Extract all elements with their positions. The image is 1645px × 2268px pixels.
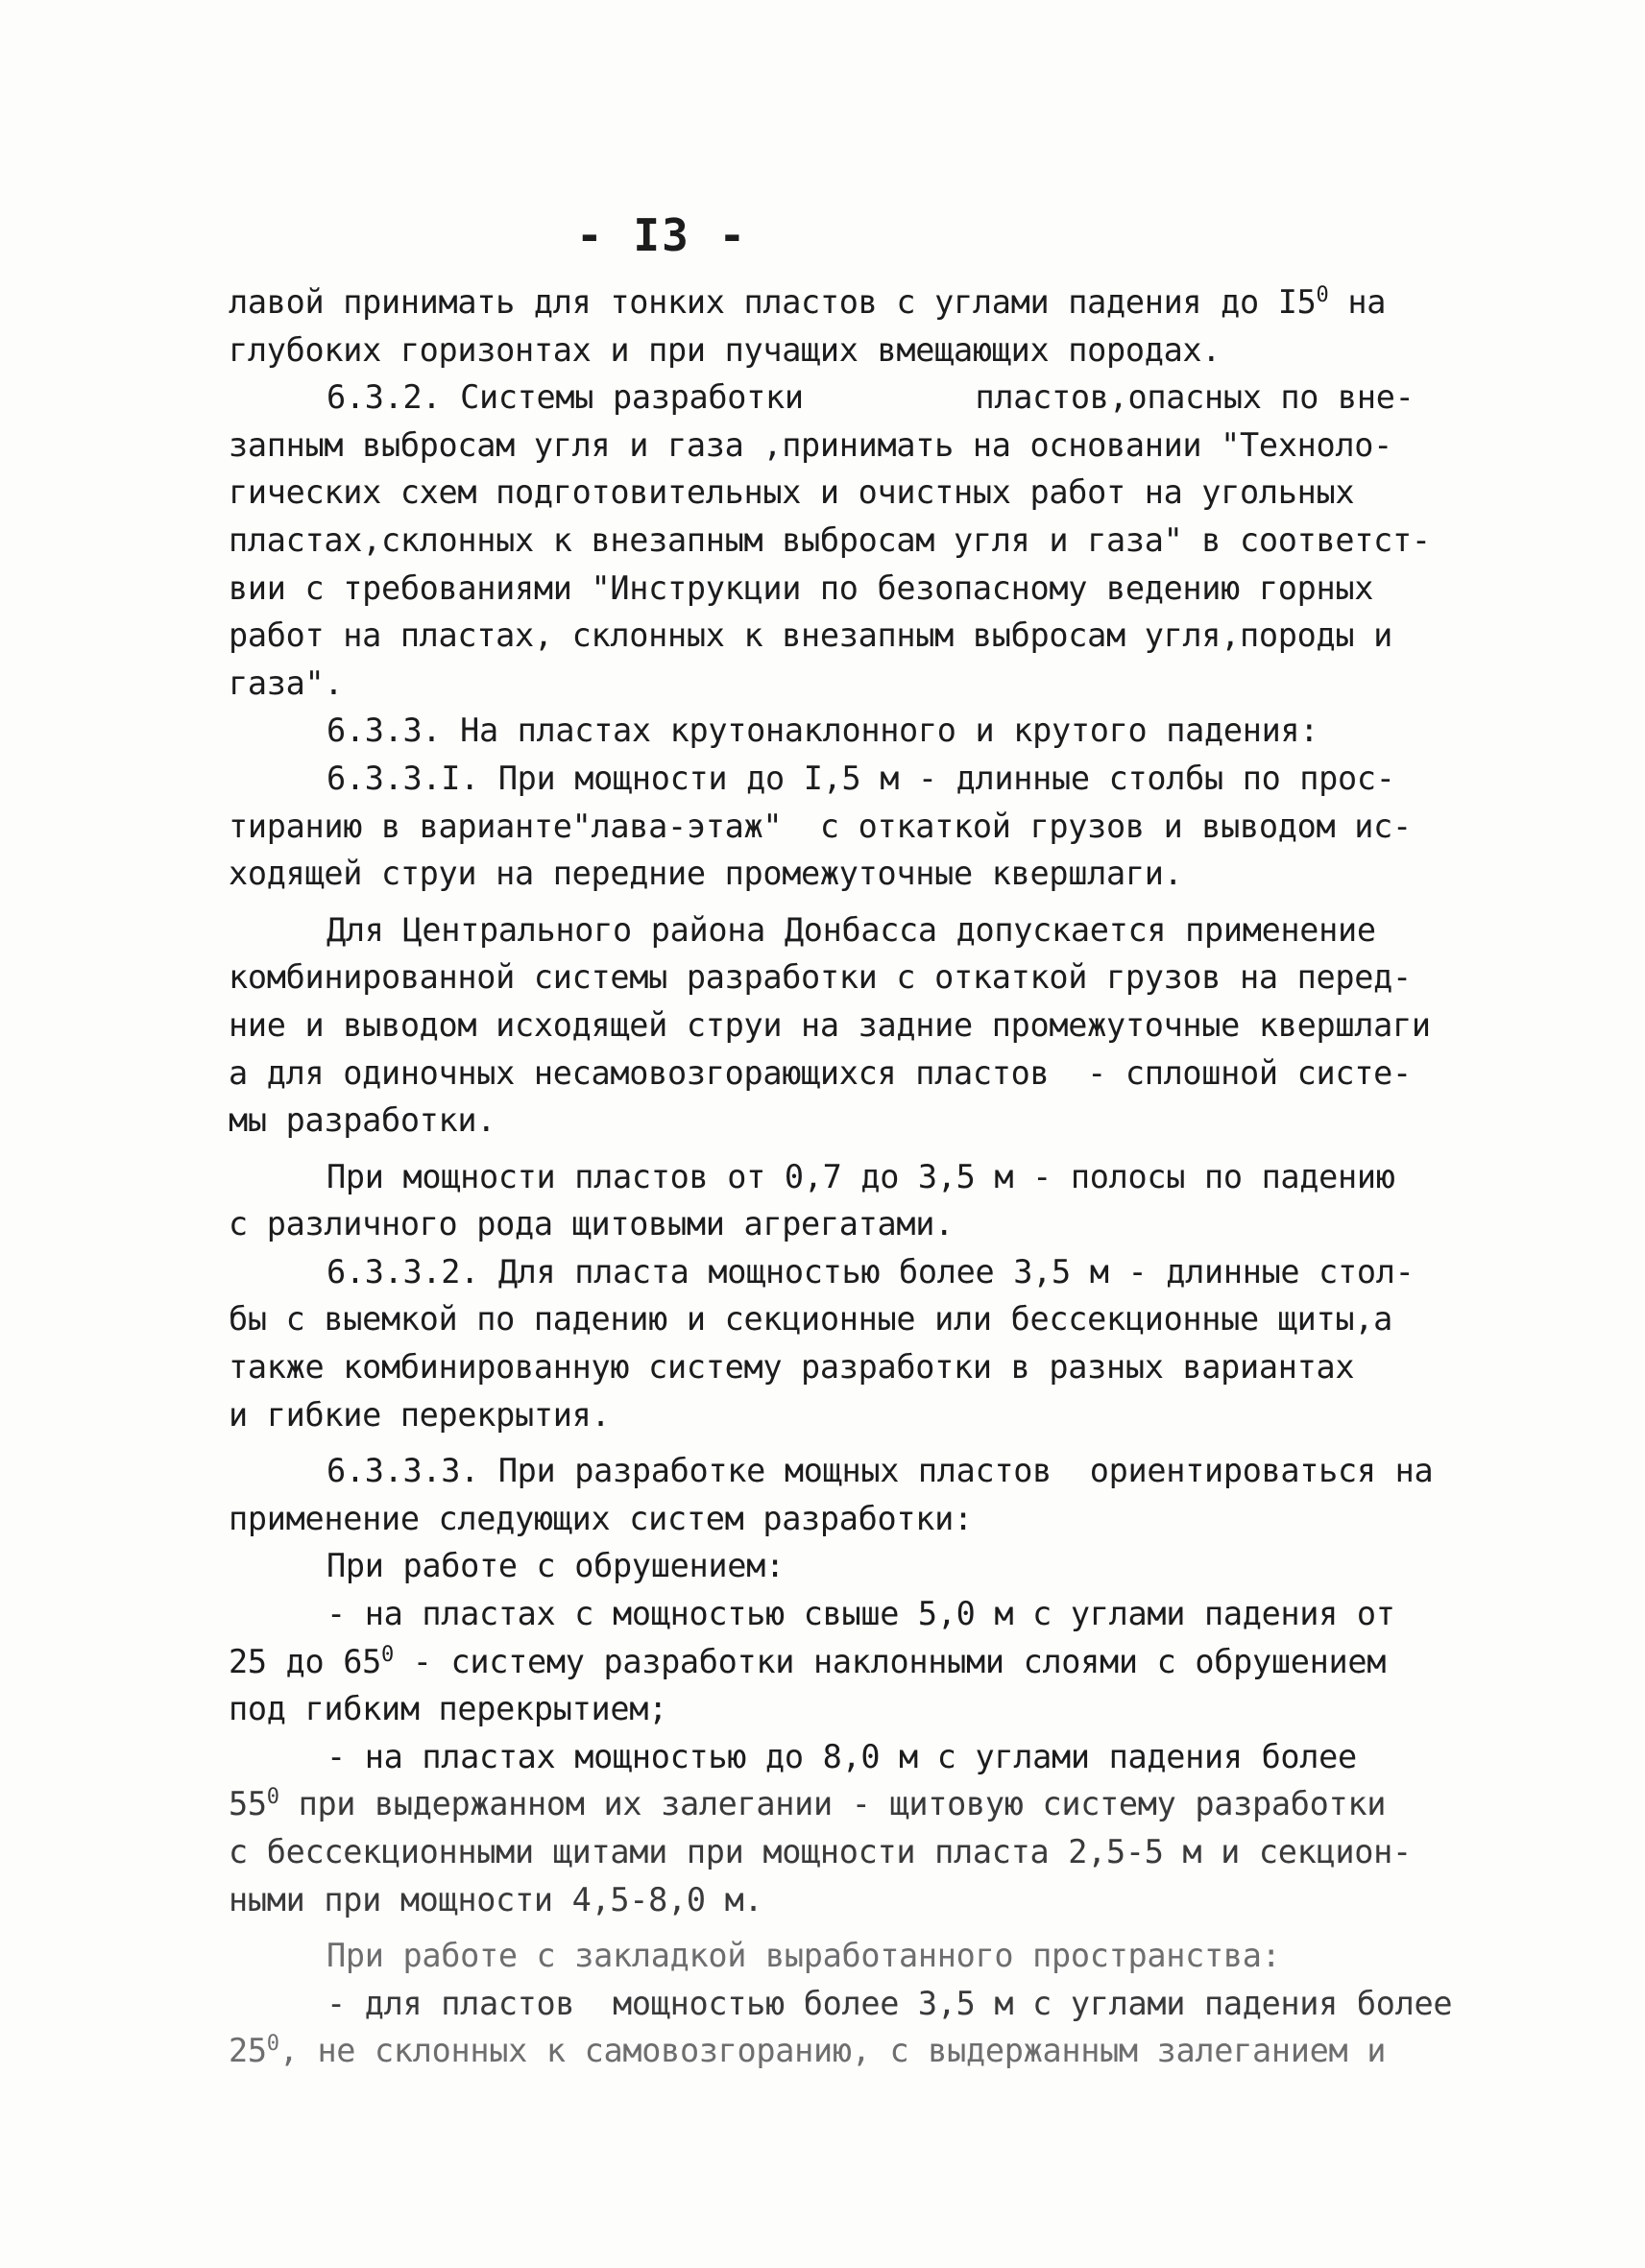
line-text: а для одиночных несамовозгорающихся пластов - сплошной систе- xyxy=(229,1053,1412,1092)
degree-superscript: 0 xyxy=(266,2032,279,2057)
text-line xyxy=(229,1391,1477,1439)
text-line xyxy=(229,1050,1477,1098)
line-text: 6.3.3.3. При разработке мощных пластов ориентироваться на xyxy=(327,1452,1434,1490)
line-text: При работе с закладкой выработанного пространства: xyxy=(327,1937,1281,1975)
line-text-continued: - систему разработки наклонными слоями с обрушением xyxy=(393,1642,1387,1680)
line-text: мы разработки. xyxy=(229,1101,496,1140)
text-line xyxy=(229,1200,1477,1248)
document-body xyxy=(229,278,1477,2075)
line-text: вии с требованиями "Инструкции по безопасному ведению горных xyxy=(229,568,1374,607)
degree-superscript: 0 xyxy=(1316,283,1329,307)
line-text: ными при мощности 4,5-8,0 м. xyxy=(229,1880,763,1918)
degree-superscript: 0 xyxy=(380,1642,394,1667)
line-text: - на пластах с мощностью свыше 5,0 м с углами падения от xyxy=(327,1595,1395,1633)
text-line xyxy=(229,2027,1477,2075)
line-text: ходящей струи на передние промежуточные квершлаги. xyxy=(229,855,1183,893)
line-text: 25 xyxy=(229,2032,267,2070)
line-text: с бессекционными щитами при мощности пласта 2,5-5 м и секцион- xyxy=(229,1833,1412,1870)
line-text: 25 до 65 xyxy=(229,1642,381,1680)
degree-superscript: 0 xyxy=(266,1785,279,1810)
text-line xyxy=(229,422,1477,470)
text-line xyxy=(229,1685,1477,1733)
text-line xyxy=(229,906,1477,954)
line-text-continued: , не склонных к самовозгоранию, с выдержанным залеганием и xyxy=(278,2032,1387,2070)
text-line xyxy=(229,707,1477,755)
text-line xyxy=(229,1733,1477,1781)
line-text: 6.3.2. Системы разработки пластов,опасных по вне- xyxy=(327,378,1415,417)
text-line xyxy=(229,1248,1477,1296)
line-text: также комбинированную систему разработки в разных вариантах xyxy=(229,1348,1355,1387)
line-text: При работе с обрушением: xyxy=(327,1547,785,1585)
text-line xyxy=(229,1343,1477,1391)
text-line xyxy=(229,1542,1477,1590)
text-line xyxy=(229,1295,1477,1343)
line-text: - на пластах мощностью до 8,0 м с углами падения более xyxy=(327,1737,1357,1775)
text-line xyxy=(229,1097,1477,1145)
line-text: ние и выводом исходящей струи на задние промежуточные квершлаги xyxy=(229,1005,1431,1044)
text-line xyxy=(229,612,1477,660)
line-text: запным выбросам угля и газа ,принимать на основании "Техноло- xyxy=(229,425,1392,464)
line-text: 6.3.3.2. Для пласта мощностью более 3,5 м - длинные стол- xyxy=(327,1252,1415,1291)
text-line xyxy=(229,660,1477,708)
line-text-continued: на xyxy=(1328,283,1387,321)
text-line xyxy=(229,565,1477,613)
line-text: глубоких горизонтах и при пучащих вмещающих породах. xyxy=(229,330,1222,369)
line-text: 6.3.3.I. При мощности до I,5 м - длинные столбы по прос- xyxy=(327,759,1395,797)
line-text-continued: при выдержанном их залегании - щитовую систему разработки xyxy=(278,1785,1387,1823)
line-text: - для пластов мощностью более 3,5 м с углами падения более xyxy=(327,1984,1453,2022)
text-line xyxy=(229,953,1477,1001)
text-line xyxy=(229,1638,1477,1686)
text-line xyxy=(229,517,1477,565)
text-line xyxy=(229,374,1477,422)
line-text: бы с выемкой по падению и секционные или бессекционные щиты,а xyxy=(229,1300,1392,1339)
text-line xyxy=(229,278,1477,326)
line-text: пластах,склонных к внезапным выбросам угля и газа" в соответст- xyxy=(229,520,1431,559)
line-text: При мощности пластов от 0,7 до 3,5 м - полосы по падению xyxy=(327,1157,1395,1195)
text-line xyxy=(229,326,1477,374)
line-text: и гибкие перекрытия. xyxy=(229,1395,611,1434)
text-line xyxy=(229,1780,1477,1828)
line-text: тиранию в варианте"лава-этаж" с откаткой грузов и выводом ис- xyxy=(229,807,1412,845)
line-text: газа". xyxy=(229,664,344,702)
text-line xyxy=(229,1001,1477,1050)
line-text: под гибким перекрытием; xyxy=(229,1690,667,1728)
text-line xyxy=(229,1932,1477,1980)
text-line xyxy=(229,1828,1477,1876)
line-text: 55 xyxy=(229,1785,267,1823)
page-number: - I3 - xyxy=(576,209,748,261)
text-line xyxy=(229,1590,1477,1638)
line-text: лавой принимать для тонких пластов с углами падения до I5 xyxy=(229,283,1317,321)
text-line xyxy=(229,1980,1477,2028)
text-line xyxy=(229,1876,1477,1924)
text-line xyxy=(229,850,1477,898)
text-line xyxy=(229,755,1477,803)
text-line xyxy=(229,803,1477,851)
text-line xyxy=(229,1495,1477,1543)
text-line xyxy=(229,1153,1477,1201)
line-text: с различного рода щитовыми агрегатами. xyxy=(229,1205,955,1243)
line-text: работ на пластах, склонных к внезапным выбросам угля,породы и xyxy=(229,616,1392,655)
line-text: 6.3.3. На пластах крутонаклонного и крутого падения: xyxy=(327,712,1319,750)
text-line xyxy=(229,469,1477,517)
line-text: применение следующих систем разработки: xyxy=(229,1499,973,1537)
line-text: гических схем подготовительных и очистных работ на угольных xyxy=(229,473,1355,512)
text-line xyxy=(229,1447,1477,1495)
line-text: Для Центрального района Донбасса допускается применение xyxy=(327,910,1376,949)
line-text: комбинированной системы разработки с откаткой грузов на перед- xyxy=(229,958,1412,997)
